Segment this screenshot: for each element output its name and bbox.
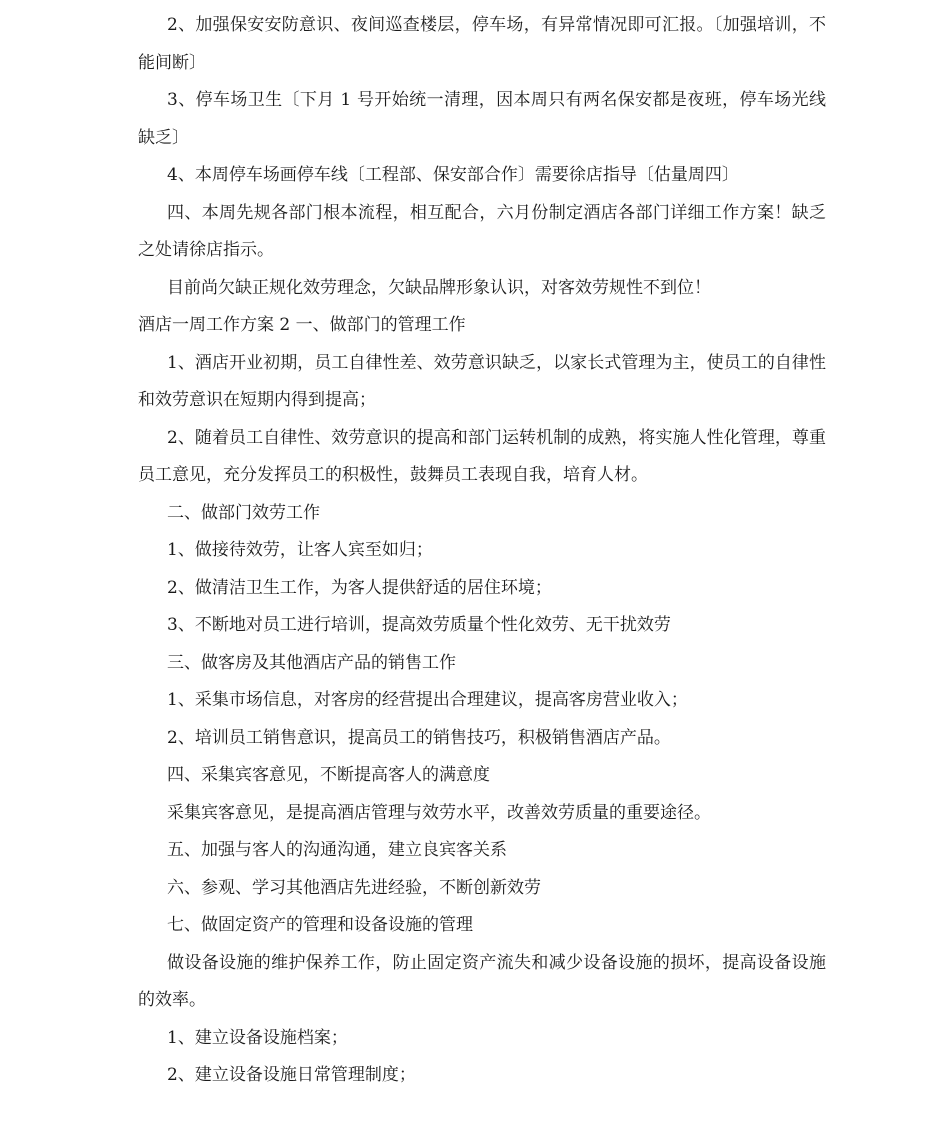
section-heading: 六、参观、学习其他酒店先进经验，不断创新效劳 (167, 877, 541, 898)
list-item: 2、做清洁卫生工作，为客人提供舒适的居住环境； (167, 577, 552, 598)
section-heading: 五、加强与客人的沟通沟通，建立良宾客关系 (167, 840, 507, 860)
paragraph: 2、随着员工自律性、效劳意识的提高和部门运转机制的成熟，将实施人性化管理，尊重员工意见，充分发挥员工的积极性，鼓舞员工表现自我，培育人材。 (138, 427, 826, 485)
section-heading: 酒店一周工作方案 2 一、做部门的管理工作 (138, 315, 466, 335)
paragraph: 采集宾客意见，是提高酒店管理与效劳水平，改善效劳质量的重要途径。 (167, 802, 711, 823)
paragraph: 1、酒店开业初期，员工自律性差、效劳意识缺乏，以家长式管理为主，使员工的自律性和效劳意识在短期内得到提高； (138, 352, 826, 410)
paragraph: 4、本周停车场画停车线〔工程部、保安部合作〕需要徐店指导〔估量周四〕 (167, 165, 739, 185)
section-heading: 四、采集宾客意见，不断提高客人的满意度 (167, 765, 490, 785)
list-item: 2、建立设备设施日常管理制度； (167, 1065, 416, 1085)
paragraph: 四、本周先规各部门根本流程，相互配合，六月份制定酒店各部门详细工作方案！缺乏之处请徐店指示。 (138, 202, 826, 260)
list-item: 1、建立设备设施档案； (167, 1027, 348, 1048)
list-item: 3、不断地对员工进行培训，提高效劳质量个性化效劳、无干扰效劳 (167, 615, 671, 635)
paragraph: 2、加强保安安防意识、夜间巡查楼层，停车场，有异常情况即可汇报。〔加强培训，不能间断〕 (138, 15, 826, 73)
section-heading: 七、做固定资产的管理和设备设施的管理 (167, 915, 473, 935)
document-body (138, 7, 826, 1095)
paragraph: 做设备设施的维护保养工作，防止固定资产流失和减少设备设施的损坏，提高设备设施的效率。 (138, 952, 826, 1010)
list-item: 2、培训员工销售意识，提高员工的销售技巧，积极销售酒店产品。 (167, 727, 671, 748)
paragraph: 目前尚欠缺正规化效劳理念，欠缺品牌形象认识，对客效劳规性不到位！ (167, 277, 711, 298)
section-heading: 二、做部门效劳工作 (167, 502, 320, 523)
list-item: 1、采集市场信息，对客房的经营提出合理建议，提高客房营业收入； (167, 690, 688, 710)
section-heading: 三、做客房及其他酒店产品的销售工作 (167, 652, 456, 673)
paragraph: 3、停车场卫生〔下月 1 号开始统一清理，因本周只有两名保安都是夜班，停车场光线缺乏〕 (138, 90, 826, 148)
list-item: 1、做接待效劳，让客人宾至如归； (167, 540, 433, 560)
